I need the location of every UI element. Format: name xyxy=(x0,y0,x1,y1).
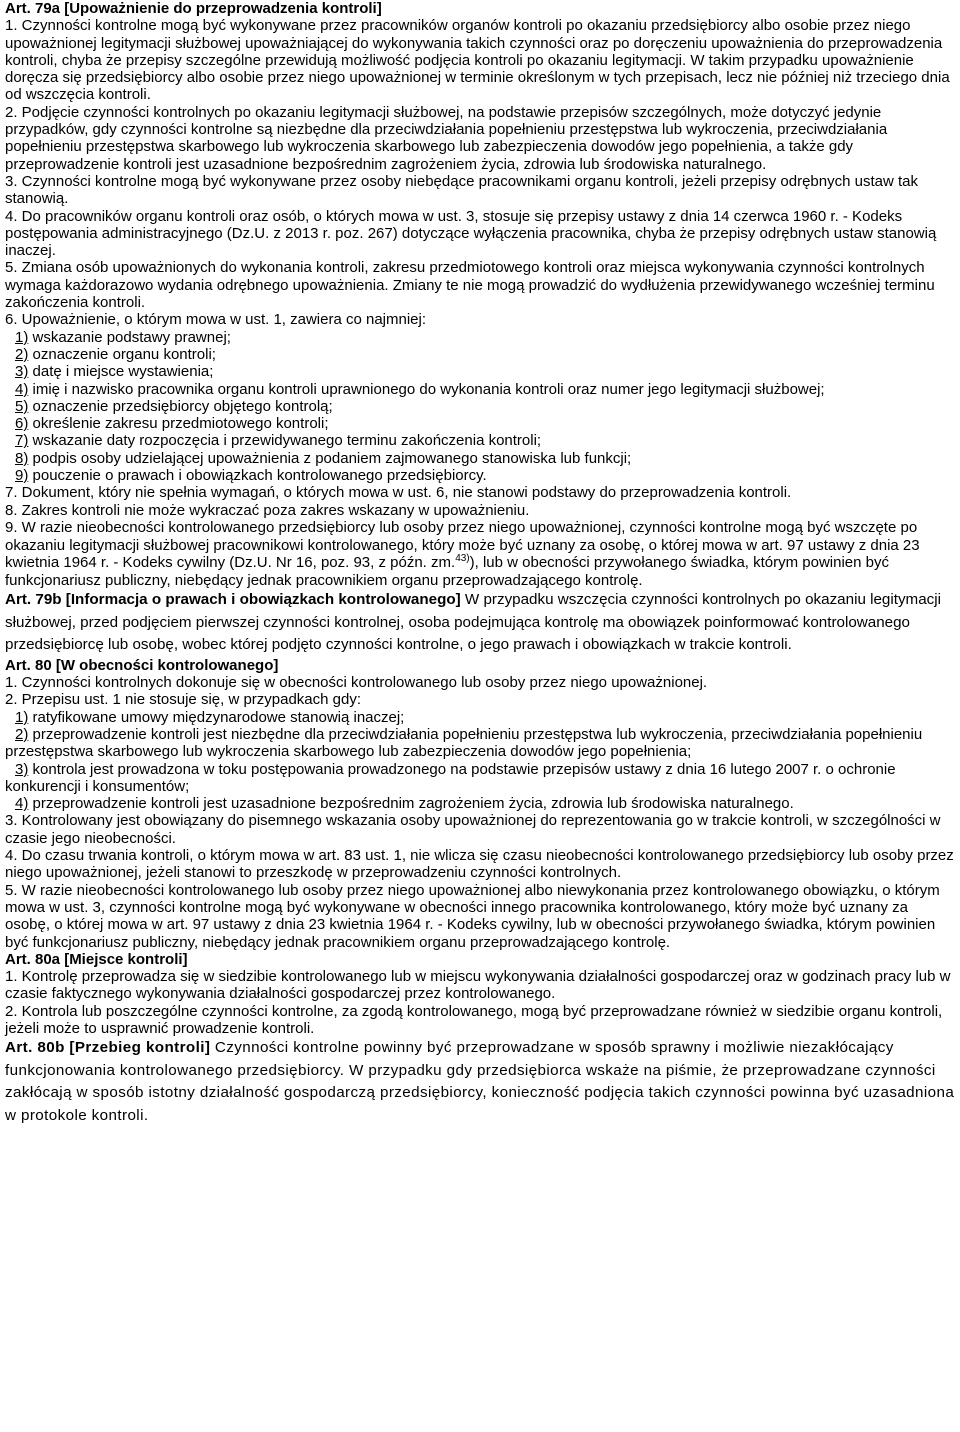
art79a-title: Art. 79a [Upoważnienie do przeprowadzenia kontroli] xyxy=(5,0,382,17)
art80b-section xyxy=(5,1037,955,1127)
list-item xyxy=(5,363,955,380)
art79a-para-4: 4. Do pracowników organu kontroli oraz osób, o których mowa w ust. 3, stosuje się przepisy ustawy z dnia 14 czerwca 1960 r. - Kodeks postępowania administracyjnego (Dz.U. z 2013 r. poz. 267) dotyczące wyłączenia pracownika, chyba że przepisy odrębnych ustaw stanowią inaczej. xyxy=(5,207,937,260)
item-text: podpis osoby udzielającej upoważnienia z podaniem zajmowanego stanowiska lub funkcji; xyxy=(28,449,632,467)
art79a-para-1: 1. Czynności kontrolne mogą być wykonywane przez pracowników organów kontroli po okazaniu przedsiębiorcy albo osobie przez niego upoważnionej legitymacji służbowej upoważniającej do wykonywania takich czynności oraz po doręczeniu upoważnienia do przeprowadzenia kontroli, chyba że przepisy szczególne przewidują możliwość podjęcia kontroli po okazaniu legitymacji. W takim przypadku upoważnienie doręcza się przedsiębiorcy albo osobie przez niego upoważnionej w terminie określonym w tych przepisach, lecz nie później niż trzeciego dnia od wszczęcia kontroli. xyxy=(5,17,950,104)
footnote-ref: 43) xyxy=(455,553,470,565)
list-item xyxy=(5,432,955,449)
art80-para-1: 1. Czynności kontrolnych dokonuje się w obecności kontrolowanego lub osoby przez niego upoważnionej. xyxy=(5,674,708,692)
list-item xyxy=(5,467,955,484)
list-item xyxy=(5,726,955,761)
art80a-para-1: 1. Kontrolę przeprowadza się w siedzibie kontrolowanego lub w miejscu wykonywania działalności gospodarczej oraz w godzinach pracy lub w czasie faktycznego wykonywania działalności gospodarczej przez kontrolowanego. xyxy=(5,968,951,1003)
item-text: datę i miejsce wystawienia; xyxy=(28,363,214,381)
art80b-title: Art. 80b [Przebieg kontroli] xyxy=(5,1039,211,1057)
list-item xyxy=(5,381,955,398)
art79a-para-6: 6. Upoważnienie, o którym mowa w ust. 1, zawiera co najmniej: xyxy=(5,311,427,329)
item-number: 3) xyxy=(15,760,29,778)
list-item xyxy=(5,709,955,726)
item-number: 3) xyxy=(15,363,29,381)
item-text: przeprowadzenie kontroli jest niezbędne dla przeciwdziałania popełnieniu przestępstwa lub wykroczenia, przeciwdziałania popełnieniu przestępstwa skarbowego lub wykroczenia skarbowego lub zabezpieczenia dowodów jego popełnienia; xyxy=(5,725,923,761)
item-text: oznaczenie organu kontroli; xyxy=(28,345,216,363)
item-text: wskazanie podstawy prawnej; xyxy=(28,328,231,346)
list-item xyxy=(5,329,955,346)
list-item xyxy=(5,346,955,363)
item-number: 1) xyxy=(15,328,29,346)
item-number: 7) xyxy=(15,432,29,450)
item-text: wskazanie daty rozpoczęcia i przewidywanego terminu zakończenia kontroli; xyxy=(28,432,542,450)
item-number: 4) xyxy=(15,795,29,813)
item-text: ratyfikowane umowy międzynarodowe stanowią inaczej; xyxy=(28,708,405,726)
list-item xyxy=(5,761,955,796)
art80-para-3: 3. Kontrolowany jest obowiązany do pisemnego wskazania osoby upoważnionej do reprezentowania go w trakcie kontroli, w szczególności w czasie jego nieobecności. xyxy=(5,812,941,847)
art79b-section xyxy=(5,589,955,657)
list-item xyxy=(5,398,955,415)
item-number: 2) xyxy=(15,725,29,743)
list-item xyxy=(5,450,955,467)
list-item xyxy=(5,795,955,812)
item-number: 1) xyxy=(15,708,29,726)
item-number: 6) xyxy=(15,415,29,433)
list-item xyxy=(5,415,955,432)
item-number: 5) xyxy=(15,397,29,415)
item-number: 4) xyxy=(15,380,29,398)
item-number: 8) xyxy=(15,449,29,467)
art79a-para-8: 8. Zakres kontroli nie może wykraczać poza zakres wskazany w upoważnieniu. xyxy=(5,501,530,519)
item-text: przeprowadzenie kontroli jest uzasadnione bezpośrednim zagrożeniem życia, zdrowia lub środowiska naturalnego. xyxy=(28,795,794,813)
item-text: określenie zakresu przedmiotowego kontroli; xyxy=(28,415,329,433)
art80-para-5: 5. W razie nieobecności kontrolowanego lub osoby przez niego upoważnionej albo niewykonania przez kontrolowanego obowiązku, o którym mowa w ust. 3, czynności kontrolne mogą być wykonywane w obecności innego pracownika kontrolowanego, który może być uznany za osobę, o której mowa w art. 97 ustawy z dnia 23 kwietnia 1964 r. - Kodeks cywilny, lub w obecności przywołanego świadka, którym powinien być funkcjonariusz publiczny, niebędący jednak pracownikiem organu przeprowadzającego kontrolę. xyxy=(5,881,940,951)
para-9-text-a: 9. W razie nieobecności kontrolowanego przedsiębiorcy lub osoby przez niego upoważnionej, czynności kontrolne mogą być wszczęte po okazaniu legitymacji służbowej pracownikowi kontrolowanego, który może być uznany za osobę, o której mowa w art. 97 ustawy z dnia 23 kwietnia 1964 r. - Kodeks cywilny (Dz.U. Nr 16, poz. 93, z późn. zm. xyxy=(5,518,920,572)
art79b-title: Art. 79b [Informacja o prawach i obowiązkach kontrolowanego] xyxy=(5,591,461,609)
art80-para-4: 4. Do czasu trwania kontroli, o którym mowa w art. 83 ust. 1, nie wlicza się czasu nieobecności kontrolowanego przedsiębiorcy lub osoby przez niego upoważnionej, jeżeli stanowi to przeszkodę w przeprowadzeniu czynności kontrolnych. xyxy=(5,847,954,882)
art79a-para-5: 5. Zmiana osób upoważnionych do wykonania kontroli, zakresu przedmiotowego kontroli oraz miejsca wykonywania czynności kontrolnych wymaga każdorazowo wydania odrębnego upoważnienia. Zmiany te nie mogą prowadzić do wydłużenia przewidywanego wcześniej terminu zakończenia kontroli. xyxy=(5,259,935,312)
art80-title: Art. 80 [W obecności kontrolowanego] xyxy=(5,656,279,674)
item-number: 9) xyxy=(15,467,29,485)
item-text: pouczenie o prawach i obowiązkach kontrolowanego przedsiębiorcy. xyxy=(28,467,487,485)
art79b-text: W przypadku wszczęcia czynności kontrolnych po okazaniu legitymacji służbowej, przed podjęciem pierwszej czynności kontrolnej, osoba podejmująca kontrolę ma obowiązek poinformować kontrolowanego przedsiębiorcę lub osobę, wobec której podjęto czynności kontrolne, o jego prawach i obowiązkach w trakcie kontroli. xyxy=(5,591,942,654)
art79a-para-7: 7. Dokument, który nie spełnia wymagań, o których mowa w ust. 6, nie stanowi podstawy do przeprowadzenia kontroli. xyxy=(5,484,792,502)
art80a-para-2: 2. Kontrola lub poszczególne czynności kontrolne, za zgodą kontrolowanego, mogą być przeprowadzane również w siedzibie organu kontroli, jeżeli może to usprawnić prowadzenie kontroli. xyxy=(5,1002,943,1038)
art79a-para-9 xyxy=(5,519,955,589)
item-text: kontrola jest prowadzona w toku postępowania prowadzonego na podstawie przepisów ustawy z dnia 16 lutego 2007 r. o ochronie konkurencji i konsumentów; xyxy=(5,760,896,795)
art80a-title: Art. 80a [Miejsce kontroli] xyxy=(5,950,188,968)
para-9-text-b: ), lub w obecności przywołanego świadka, którym powinien być funkcjonariusz publiczny, niebędący jednak pracownikiem organu przeprowadzającego kontrolę. xyxy=(5,554,890,589)
art79a-para-2: 2. Podjęcie czynności kontrolnych po okazaniu legitymacji służbowej, na podstawie przepisów szczególnych, może dotyczyć jedynie przypadków, gdy czynności kontrolne są niezbędne dla przeciwdziałania popełnieniu przestępstwa lub wykroczenia, przeciwdziałania popełnieniu przestępstwa skarbowego lub wykroczenia skarbowego lub zabezpieczenia dowodów jego popełnienia, a także gdy przeprowadzenie kontroli jest uzasadnione bezpośrednim zagrożeniem życia, zdrowia lub środowiska naturalnego. xyxy=(5,103,888,173)
art79a-para-3: 3. Czynności kontrolne mogą być wykonywane przez osoby niebędące pracownikami organu kontroli, jeżeli przepisy odrębnych ustaw tak stanowią. xyxy=(5,172,918,208)
item-number: 2) xyxy=(15,345,29,363)
item-text: oznaczenie przedsiębiorcy objętego kontrolą; xyxy=(28,397,333,415)
art80b-text: Czynności kontrolne powinny być przeprowadzane w sposób sprawny i możliwie niezakłócający funkcjonowania kontrolowanego przedsiębiorcy. W przypadku gdy przedsiębiorca wskaże na piśmie, że przeprowadzane czynności zakłócają w sposób istotny działalność gospodarczą przedsiębiorcy, konieczność podjęcia takich czynności powinna być uzasadniona w protokole kontroli. xyxy=(5,1039,955,1124)
item-text: imię i nazwisko pracownika organu kontroli uprawnionego do wykonania kontroli oraz numer jego legitymacji służbowej; xyxy=(28,380,825,398)
art80-para-2: 2. Przepisu ust. 1 nie stosuje się, w przypadkach gdy: xyxy=(5,691,362,709)
